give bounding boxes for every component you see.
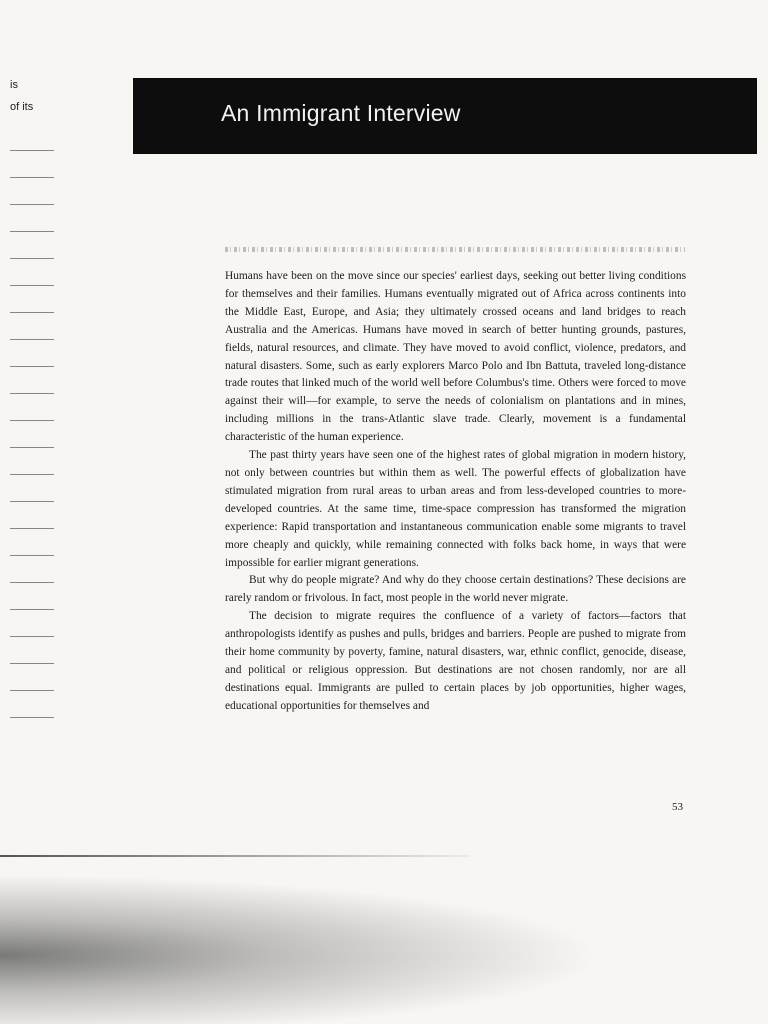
- margin-line: [10, 501, 54, 502]
- margin-line: [10, 231, 54, 232]
- margin-line: [10, 258, 54, 259]
- paragraph-2: The past thirty years have seen one of the highest rates of global migration in modern history, not only between countries but within them as well. The powerful effects of globalization have stimulated migration from rural areas to urban areas and from less-developed countries to more-developed countries. At the same time, time-space compression has transformed the migration experience: Rapid transportation and instantaneous communication enable some migrants to travel more cheaply and quickly, while remaining connected with folks back home, in ways that were impossible for earlier migrant generations.: [225, 449, 686, 569]
- margin-line: [10, 366, 54, 367]
- margin-line: [10, 555, 54, 556]
- body-text: [225, 268, 686, 716]
- margin-lines: [10, 150, 54, 744]
- gutter-fragment-2: of its: [10, 101, 34, 113]
- decorative-rule: [225, 247, 685, 252]
- margin-line: [10, 447, 54, 448]
- margin-line: [10, 312, 54, 313]
- paragraph-4: The decision to migrate requires the confluence of a variety of factors—factors that anthropologists identify as pushes and pulls, bridges and barriers. People are pushed to migrate from their home community by poverty, famine, natural disasters, war, ethnic conflict, genocide, disease, and political or religious oppression. But destinations are not chosen randomly, nor are all destinations equal. Immigrants are pulled to certain places by job opportunities, higher wages, educational opportunities for themselves and: [225, 610, 686, 712]
- margin-line: [10, 339, 54, 340]
- margin-line: [10, 393, 54, 394]
- margin-line: [10, 663, 54, 664]
- margin-line: [10, 528, 54, 529]
- margin-line: [10, 285, 54, 286]
- margin-line: [10, 636, 54, 637]
- margin-line: [10, 690, 54, 691]
- margin-line: [10, 582, 54, 583]
- margin-line: [10, 474, 54, 475]
- margin-line: [10, 609, 54, 610]
- chapter-title: An Immigrant Interview: [221, 100, 461, 126]
- paragraph-1: Humans have been on the move since our species' earliest days, seeking out better living conditions for themselves and their families. Humans eventually migrated out of Africa across continents into the Middle East, Europe, and Asia; they ultimately crossed oceans and land bridges to reach Australia and the Americas. Humans have moved in search of better hunting grounds, pastures, fields, natural resources, and climate. They have moved to avoid conflict, violence, predators, and natural disasters. Some, such as early explorers Marco Polo and Ibn Battuta, traveled long-distance trade routes that linked much of the world well before Columbus's time. Others were forced to move against their will—for example, to serve the needs of colonialism on plantations and in mines, including millions in the trans-Atlantic slave trade. Clearly, movement is a fundamental characteristic of the human experience.: [225, 270, 686, 444]
- margin-line: [10, 150, 54, 151]
- chapter-title-banner: [133, 78, 757, 154]
- margin-line: [10, 420, 54, 421]
- margin-line: [10, 204, 54, 205]
- scan-smudge: [0, 852, 768, 1024]
- margin-line: [10, 717, 54, 718]
- paragraph-3: But why do people migrate? And why do they choose certain destinations? These decisions are rarely random or frivolous. In fact, most people in the world never migrate.: [225, 574, 686, 605]
- page-number: 53: [672, 801, 683, 813]
- gutter-fragment-1: is: [10, 79, 18, 91]
- margin-line: [10, 177, 54, 178]
